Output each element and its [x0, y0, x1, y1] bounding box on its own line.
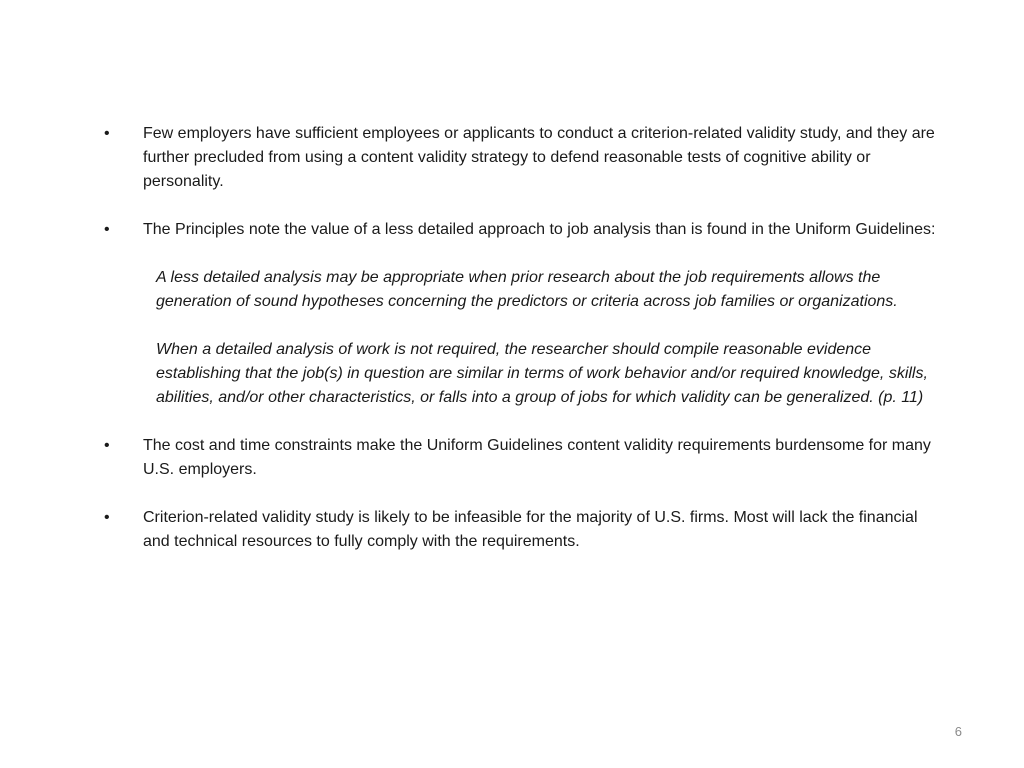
spacer [104, 314, 940, 338]
page-number: 6 [954, 724, 962, 739]
bullet-item [104, 218, 940, 242]
spacer [104, 410, 940, 434]
bullet-item [104, 434, 940, 482]
spacer [104, 482, 940, 506]
slide-content [104, 122, 940, 554]
bullet-text: The Principles note the value of a less detailed approach to job analysis than is found in the Uniform Guidelines: [143, 221, 936, 238]
spacer [104, 194, 940, 218]
bullet-marker: • [104, 221, 110, 238]
block-quote: When a detailed analysis of work is not required, the researcher should compile reasonable evidence establishing that the job(s) in question are similar in terms of work behavior and/or required knowledge, skills, abilities, and/or other characteristics, or falls into a group of jobs for which validity can be generalized. (p. 11) [156, 341, 928, 406]
bullet-marker: • [104, 125, 110, 142]
bullet-text: Criterion-related validity study is likely to be infeasible for the majority of U.S. firms. Most will lack the financial and technical resources to fully comply with the requirements. [143, 509, 918, 550]
bullet-item [104, 506, 940, 554]
spacer [104, 242, 940, 266]
bullet-item [104, 122, 940, 194]
bullet-text: Few employers have sufficient employees or applicants to conduct a criterion-related validity study, and they are further precluded from using a content validity strategy to defend reasonable tests of cognitive ability or personality. [143, 125, 935, 190]
block-quote: A less detailed analysis may be appropriate when prior research about the job requirements allows the generation of sound hypotheses concerning the predictors or criteria across job families or organizations. [156, 269, 898, 310]
bullet-marker: • [104, 509, 110, 526]
bullet-marker: • [104, 437, 110, 454]
bullet-text: The cost and time constraints make the Uniform Guidelines content validity requirements burdensome for many U.S. employers. [143, 437, 931, 478]
